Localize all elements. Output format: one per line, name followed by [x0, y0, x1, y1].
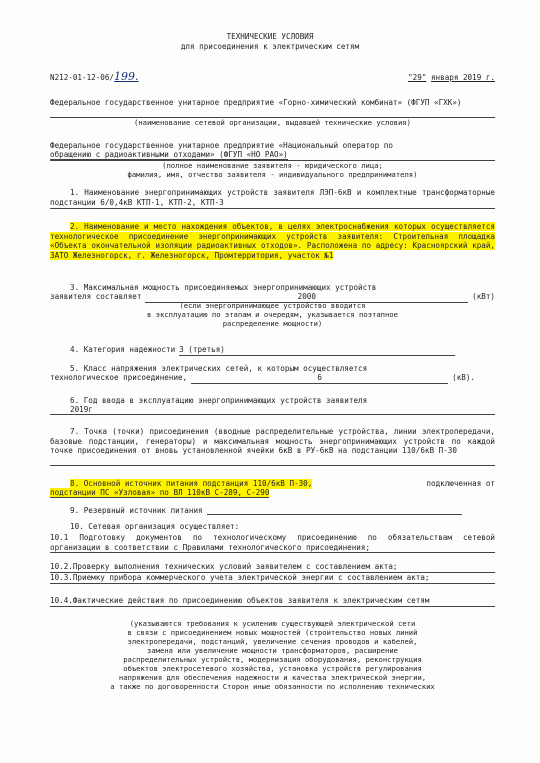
footer-caption-line: распределительных устройств, модернизация оборудования, реконструкция — [123, 655, 422, 664]
item-3-line1: 3. Максимальная мощность присоединяемых энергопринимающих устройств — [70, 283, 377, 292]
item-8-rest-1: подключенная от — [426, 479, 495, 488]
item-3-caption-3: распределение мощности) — [222, 319, 323, 328]
item-8-highlight-1: 8. Основной источник питания подстанция 110/6кВ П-30, — [70, 479, 313, 488]
item-9-underline — [207, 514, 462, 515]
item-5-pre: технологическое присоединение, — [50, 373, 188, 382]
footer-caption-line: (указываются требования к усилению существующей электрической сети — [129, 619, 416, 628]
footer-caption-line: объектов электросетевого хозяйства, установка устройств регулирования — [123, 664, 422, 673]
date-rest: января 2019 г. — [430, 73, 495, 82]
item-3-caption-1: (если энергопринимающее устройство вводится — [179, 301, 366, 310]
applicant-caption-2: фамилия, имя, отчество заявителя - индивидуального предпринимателя) — [127, 170, 418, 179]
handwritten-number: 199. — [114, 70, 139, 83]
item-3-unit: (кВт) — [472, 292, 495, 301]
item-4-row — [70, 345, 455, 356]
document-title: ТЕХНИЧЕСКИЕ УСЛОВИЯ — [226, 32, 314, 41]
item-10-3: 10.3.Приемку прибора коммерческого учета электрической энергии с составлением акта; — [50, 573, 495, 584]
footer-caption-line: а также по договоренности Сторон иные обязанности по исполнению технических — [110, 682, 435, 691]
footer-caption — [50, 619, 495, 691]
item-3-caption-2: в эксплуатацию по этапам и очередям, указывается поэтапное — [147, 310, 398, 319]
applicant-caption-1: (полное наименование заявителя - юридического лица; — [162, 161, 383, 170]
item-4-pre: 4. Категория надежности — [70, 345, 176, 354]
item-4-value: 3 (третья) — [179, 345, 455, 356]
item-5-value: 6 — [191, 373, 448, 384]
document-subtitle: для присоединения к электрическим сетям — [180, 42, 360, 51]
applicant-name-line2: обращению с радиоактивными отходами» (ФГУП «НО РАО») — [50, 150, 288, 159]
item-1-devices: 1. Наименование энергопринимающих устройств заявителя ЛЭП-6кВ и комплектные трансформаторные подстанции 6/0,4кВ КТП-1, КТП-2, КТП-3 — [50, 188, 495, 207]
item-10-1: 10.1 Подготовку документов по технологическому присоединению по обязательствам сетевой организации в соответствии с Правилами технологического присоединения; — [50, 533, 495, 552]
document-number — [50, 72, 139, 83]
item-3-pre: заявителя составляет — [50, 292, 142, 301]
item-7-connection-points: 7. Точка (точки) присоединения (вводные распределительные устройства, линии электропередачи, базовые подстанции, генераторы) и максимальная мощность энергопринимающих устройств по каждой точке присоединения от вновь установленной ячейки 6кВ в РУ-6кВ на подстанции 110/6кВ П-30 — [50, 427, 495, 455]
document-date — [408, 73, 495, 83]
footer-caption-line: электропередачи, подстанций, увеличение сечения проводов и кабелей, — [127, 637, 418, 646]
item-3-value: 2000 — [145, 292, 468, 303]
item-5-voltage-row — [50, 373, 475, 384]
item-10-2: 10.2.Проверку выполнения технических условий заявителем с составлением акта; — [50, 562, 495, 573]
footer-caption-line: напряжения для обеспечения надежности и качества электрической энергии, — [118, 673, 427, 682]
item-6-line1: 6. Год ввода в эксплуатацию энергопринимающих устройств заявителя — [70, 396, 368, 405]
item-7-underline — [50, 465, 495, 466]
date-day: "29" — [408, 73, 427, 82]
item-6-underline — [50, 414, 495, 415]
applicant-name-line1: Федеральное государственное унитарное предприятие «Национальный оператор по — [50, 141, 393, 150]
item-10-4: 10.4.Фактические действия по присоединению объектов заявителя к электрическим сетям — [50, 596, 495, 607]
number-date-row — [50, 72, 495, 83]
item-5-unit: (кВ). — [452, 373, 475, 382]
item-1-underline — [50, 208, 495, 209]
number-prefix: N212-01-12-06/ — [50, 73, 115, 82]
item-9-reserve-source: 9. Резервный источник питания — [70, 506, 203, 515]
network-org-name: Федеральное государственное унитарное предприятие «Горно-химический комбинат» (ФГУП «ГХК») — [50, 98, 462, 107]
item-8-row-2: подстанции ПС «Узловая» по ВЛ 110кВ С-289, С-290 — [50, 488, 270, 497]
item-5-line1: 5. Класс напряжения электрических сетей, к которым осуществляется — [70, 364, 368, 373]
item-6-value: 2019г — [70, 405, 93, 414]
item-10-heading: 10. Сетевая организация осуществляет: — [70, 522, 240, 531]
item-2-location: 2. Наименование и место нахождения объектов, в целях электроснабжения которых осуществляется технологическое присоединение энергопринимающих устройств заявителя: Строительная площадка «Объекта окончательной изоляции радиоактивных отходов». Расположена по адресу: Красноярский край, ЗАТО Железногорск, г. Железногорск, Промтерритория, участок №1 — [50, 222, 495, 260]
footer-caption-line: в связи с присоединением новых мощностей (строительство новых линий — [127, 628, 418, 637]
network-org-caption: (наименование сетевой организации, выдавшей технические условия) — [134, 118, 411, 127]
footer-caption-line: замена или увеличение мощности трансформаторов, расширение — [147, 646, 398, 655]
